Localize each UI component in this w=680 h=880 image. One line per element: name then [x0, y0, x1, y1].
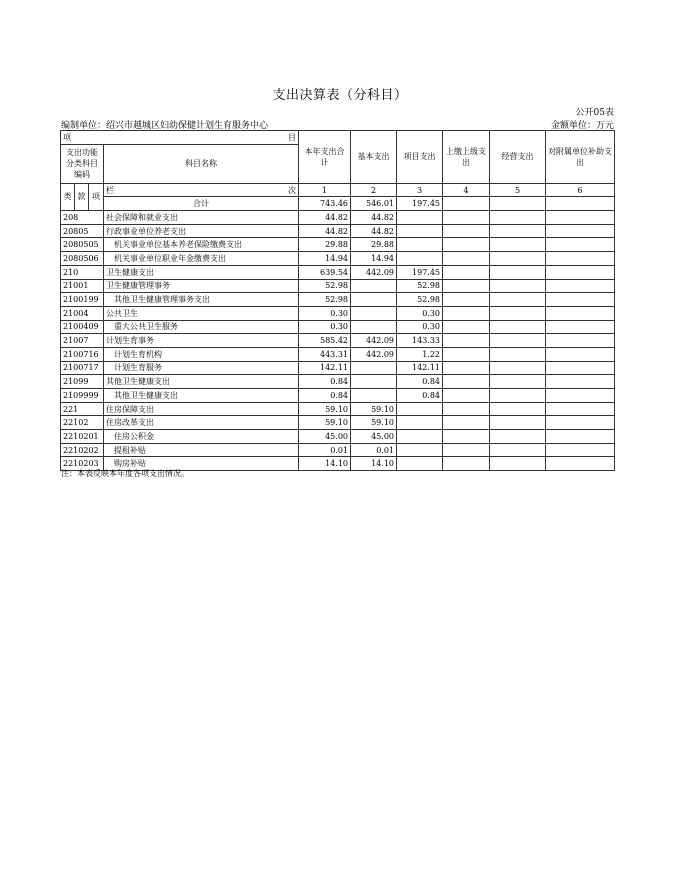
row-code: 22102 [61, 416, 104, 430]
row-total: 59.10 [299, 402, 351, 416]
row-business [490, 306, 546, 320]
row-business [490, 361, 546, 375]
row-upper [443, 293, 490, 307]
row-subject-name: 社会保障和就业支出 [104, 211, 299, 225]
row-project: 0.84 [397, 375, 443, 389]
row-upper [443, 279, 490, 293]
header-col5: 经营支出 [490, 131, 546, 184]
row-project: 52.98 [397, 279, 443, 293]
row-code: 2100409 [61, 320, 104, 334]
row-business [490, 224, 546, 238]
row-subsidy [546, 252, 615, 266]
row-total: 0.30 [299, 306, 351, 320]
row-code: 208 [61, 211, 104, 225]
row-upper [443, 211, 490, 225]
row-project: 143.33 [397, 334, 443, 348]
row-subject-name: 计划生育服务 [104, 361, 299, 375]
row-code: 2210202 [61, 443, 104, 457]
row-code: 2109999 [61, 389, 104, 403]
row-upper [443, 443, 490, 457]
row-basic: 45.00 [351, 430, 397, 444]
row-upper [443, 306, 490, 320]
row-upper [443, 347, 490, 361]
row-total: 639.54 [299, 265, 351, 279]
table-row [61, 238, 615, 252]
row-code: 2210203 [61, 457, 104, 471]
row-business [490, 238, 546, 252]
header-xiang-sub: 项 [89, 183, 104, 210]
header-col3: 项目支出 [397, 131, 443, 184]
table-row [61, 375, 615, 389]
row-code: 210 [61, 265, 104, 279]
header-xiang: 项 [63, 132, 71, 142]
row-subject-name: 其他卫生健康管理事务支出 [104, 293, 299, 307]
row-total: 44.82 [299, 211, 351, 225]
row-business [490, 402, 546, 416]
row-total: 0.01 [299, 443, 351, 457]
row-total: 52.98 [299, 279, 351, 293]
row-business [490, 389, 546, 403]
header-col1: 本年支出合计 [299, 131, 351, 184]
money-unit: 金额单位：万元 [550, 121, 614, 131]
row-total: 14.94 [299, 252, 351, 266]
row-subsidy [546, 224, 615, 238]
row-business [490, 334, 546, 348]
row-subsidy [546, 334, 615, 348]
header-mu: 目 [288, 132, 296, 142]
row-project [397, 457, 443, 471]
row-subject-name: 机关事业单位基本养老保险缴费支出 [104, 238, 299, 252]
row-business [490, 320, 546, 334]
header-row-1 [61, 131, 615, 145]
row-basic: 14.94 [351, 252, 397, 266]
row-total: 142.11 [299, 361, 351, 375]
table-row [61, 443, 615, 457]
row-upper [443, 389, 490, 403]
row-code: 2100717 [61, 361, 104, 375]
row-subsidy [546, 306, 615, 320]
table-row [61, 293, 615, 307]
row-business [490, 443, 546, 457]
row-total: 0.30 [299, 320, 351, 334]
row-total: 585.42 [299, 334, 351, 348]
header-num-3: 3 [397, 183, 443, 197]
row-code: 21099 [61, 375, 104, 389]
row-subsidy [546, 361, 615, 375]
row-project [397, 238, 443, 252]
header-col2: 基本支出 [351, 131, 397, 184]
row-basic [351, 320, 397, 334]
report-title: 支出决算表（分科目） [272, 88, 408, 103]
header-ci: 次 [288, 185, 296, 195]
row-subject-name: 购房补贴 [104, 457, 299, 471]
total-c2: 546.01 [351, 197, 397, 211]
row-business [490, 211, 546, 225]
row-subject-name: 住房公积金 [104, 430, 299, 444]
row-business [490, 279, 546, 293]
total-label: 合计 [104, 197, 299, 211]
header-xiang-mu [61, 131, 299, 145]
total-c4 [443, 197, 490, 211]
header-col4: 上缴上级支出 [443, 131, 490, 184]
header-col6: 对附属单位补助支出 [546, 131, 615, 184]
row-total: 14.10 [299, 457, 351, 471]
row-subject-name: 其他卫生健康支出 [104, 389, 299, 403]
row-basic: 44.82 [351, 211, 397, 225]
row-subject-name: 行政事业单位养老支出 [104, 224, 299, 238]
row-upper [443, 402, 490, 416]
row-business [490, 416, 546, 430]
row-business [490, 375, 546, 389]
row-project [397, 211, 443, 225]
total-row [61, 197, 615, 211]
row-project [397, 402, 443, 416]
table-row [61, 402, 615, 416]
row-subject-name: 住房保障支出 [104, 402, 299, 416]
row-project [397, 430, 443, 444]
row-business [490, 457, 546, 471]
row-total: 45.00 [299, 430, 351, 444]
header-lan-ci [104, 183, 299, 197]
row-code: 2080505 [61, 238, 104, 252]
table-row [61, 334, 615, 348]
row-basic: 442.09 [351, 334, 397, 348]
header-kuan: 款 [75, 183, 89, 210]
row-subsidy [546, 389, 615, 403]
header-num-1: 1 [299, 183, 351, 197]
row-business [490, 252, 546, 266]
row-upper [443, 265, 490, 279]
total-c5 [490, 197, 546, 211]
row-upper [443, 252, 490, 266]
table-row [61, 347, 615, 361]
compiling-unit: 编制单位：绍兴市越城区妇幼保健计划生育服务中心 [61, 121, 269, 131]
row-subsidy [546, 416, 615, 430]
row-subject-name: 计划生育机构 [104, 347, 299, 361]
row-project [397, 416, 443, 430]
table-row [61, 279, 615, 293]
form-code: 公开05表 [575, 108, 614, 118]
row-project: 52.98 [397, 293, 443, 307]
row-basic: 442.09 [351, 347, 397, 361]
row-upper [443, 334, 490, 348]
table-row [61, 361, 615, 375]
row-code: 2210201 [61, 430, 104, 444]
row-subject-name: 重大公共卫生服务 [104, 320, 299, 334]
row-subject-name: 机关事业单位职业年金缴费支出 [104, 252, 299, 266]
row-total: 0.84 [299, 375, 351, 389]
row-project [397, 443, 443, 457]
header-num-5: 5 [490, 183, 546, 197]
row-project: 1.22 [397, 347, 443, 361]
row-project [397, 252, 443, 266]
table-row [61, 389, 615, 403]
table-row [61, 320, 615, 334]
header-num-2: 2 [351, 183, 397, 197]
table-row [61, 430, 615, 444]
row-code: 21004 [61, 306, 104, 320]
row-upper [443, 224, 490, 238]
header-lan: 栏 [106, 185, 114, 195]
header-num-4: 4 [443, 183, 490, 197]
header-subject-name: 科目名称 [104, 144, 299, 183]
row-business [490, 293, 546, 307]
row-upper [443, 375, 490, 389]
row-upper [443, 238, 490, 252]
row-code: 21007 [61, 334, 104, 348]
row-subject-name: 住房改革支出 [104, 416, 299, 430]
table-note: 注：本表反映本年度各项支出情况。 [61, 469, 189, 478]
row-project: 197.45 [397, 265, 443, 279]
row-upper [443, 361, 490, 375]
row-subject-name: 其他卫生健康支出 [104, 375, 299, 389]
row-basic [351, 279, 397, 293]
row-subsidy [546, 347, 615, 361]
row-total: 44.82 [299, 224, 351, 238]
table-row [61, 211, 615, 225]
row-subject-name: 计划生育事务 [104, 334, 299, 348]
row-code: 221 [61, 402, 104, 416]
row-business [490, 265, 546, 279]
row-business [490, 347, 546, 361]
row-project: 0.30 [397, 320, 443, 334]
row-basic [351, 293, 397, 307]
row-code: 2100716 [61, 347, 104, 361]
row-project: 142.11 [397, 361, 443, 375]
row-code: 21001 [61, 279, 104, 293]
row-subject-name: 卫生健康管理事务 [104, 279, 299, 293]
table-row [61, 416, 615, 430]
row-basic [351, 361, 397, 375]
row-project [397, 224, 443, 238]
row-basic: 29.88 [351, 238, 397, 252]
row-project: 0.30 [397, 306, 443, 320]
row-subject-name: 卫生健康支出 [104, 265, 299, 279]
row-upper [443, 416, 490, 430]
row-upper [443, 457, 490, 471]
table-row [61, 306, 615, 320]
row-upper [443, 430, 490, 444]
row-subsidy [546, 265, 615, 279]
total-c1: 743.46 [299, 197, 351, 211]
row-total: 59.10 [299, 416, 351, 430]
row-upper [443, 320, 490, 334]
row-basic: 44.82 [351, 224, 397, 238]
row-basic: 14.10 [351, 457, 397, 471]
row-subsidy [546, 457, 615, 471]
row-total: 0.84 [299, 389, 351, 403]
row-subsidy [546, 293, 615, 307]
table-row [61, 224, 615, 238]
header-func-code: 支出功能分类科目编码 [61, 144, 104, 183]
row-subsidy [546, 211, 615, 225]
row-project: 0.84 [397, 389, 443, 403]
row-business [490, 430, 546, 444]
row-subsidy [546, 375, 615, 389]
expenditure-table [60, 130, 615, 471]
table-row [61, 252, 615, 266]
row-basic: 59.10 [351, 402, 397, 416]
row-subsidy [546, 238, 615, 252]
row-subsidy [546, 320, 615, 334]
row-basic [351, 389, 397, 403]
row-total: 443.31 [299, 347, 351, 361]
header-lei: 类 [61, 183, 75, 210]
header-num-6: 6 [546, 183, 615, 197]
row-total: 29.88 [299, 238, 351, 252]
row-basic: 0.01 [351, 443, 397, 457]
row-basic [351, 306, 397, 320]
row-code: 2080506 [61, 252, 104, 266]
row-subsidy [546, 402, 615, 416]
row-subject-name: 提租补贴 [104, 443, 299, 457]
row-basic: 59.10 [351, 416, 397, 430]
row-code: 20805 [61, 224, 104, 238]
row-basic: 442.09 [351, 265, 397, 279]
row-subject-name: 公共卫生 [104, 306, 299, 320]
row-basic [351, 375, 397, 389]
total-c3: 197.45 [397, 197, 443, 211]
total-c6 [546, 197, 615, 211]
row-total: 52.98 [299, 293, 351, 307]
row-subsidy [546, 443, 615, 457]
row-subsidy [546, 279, 615, 293]
header-row-3 [61, 183, 615, 197]
row-subsidy [546, 430, 615, 444]
table-row [61, 265, 615, 279]
row-code: 2100199 [61, 293, 104, 307]
